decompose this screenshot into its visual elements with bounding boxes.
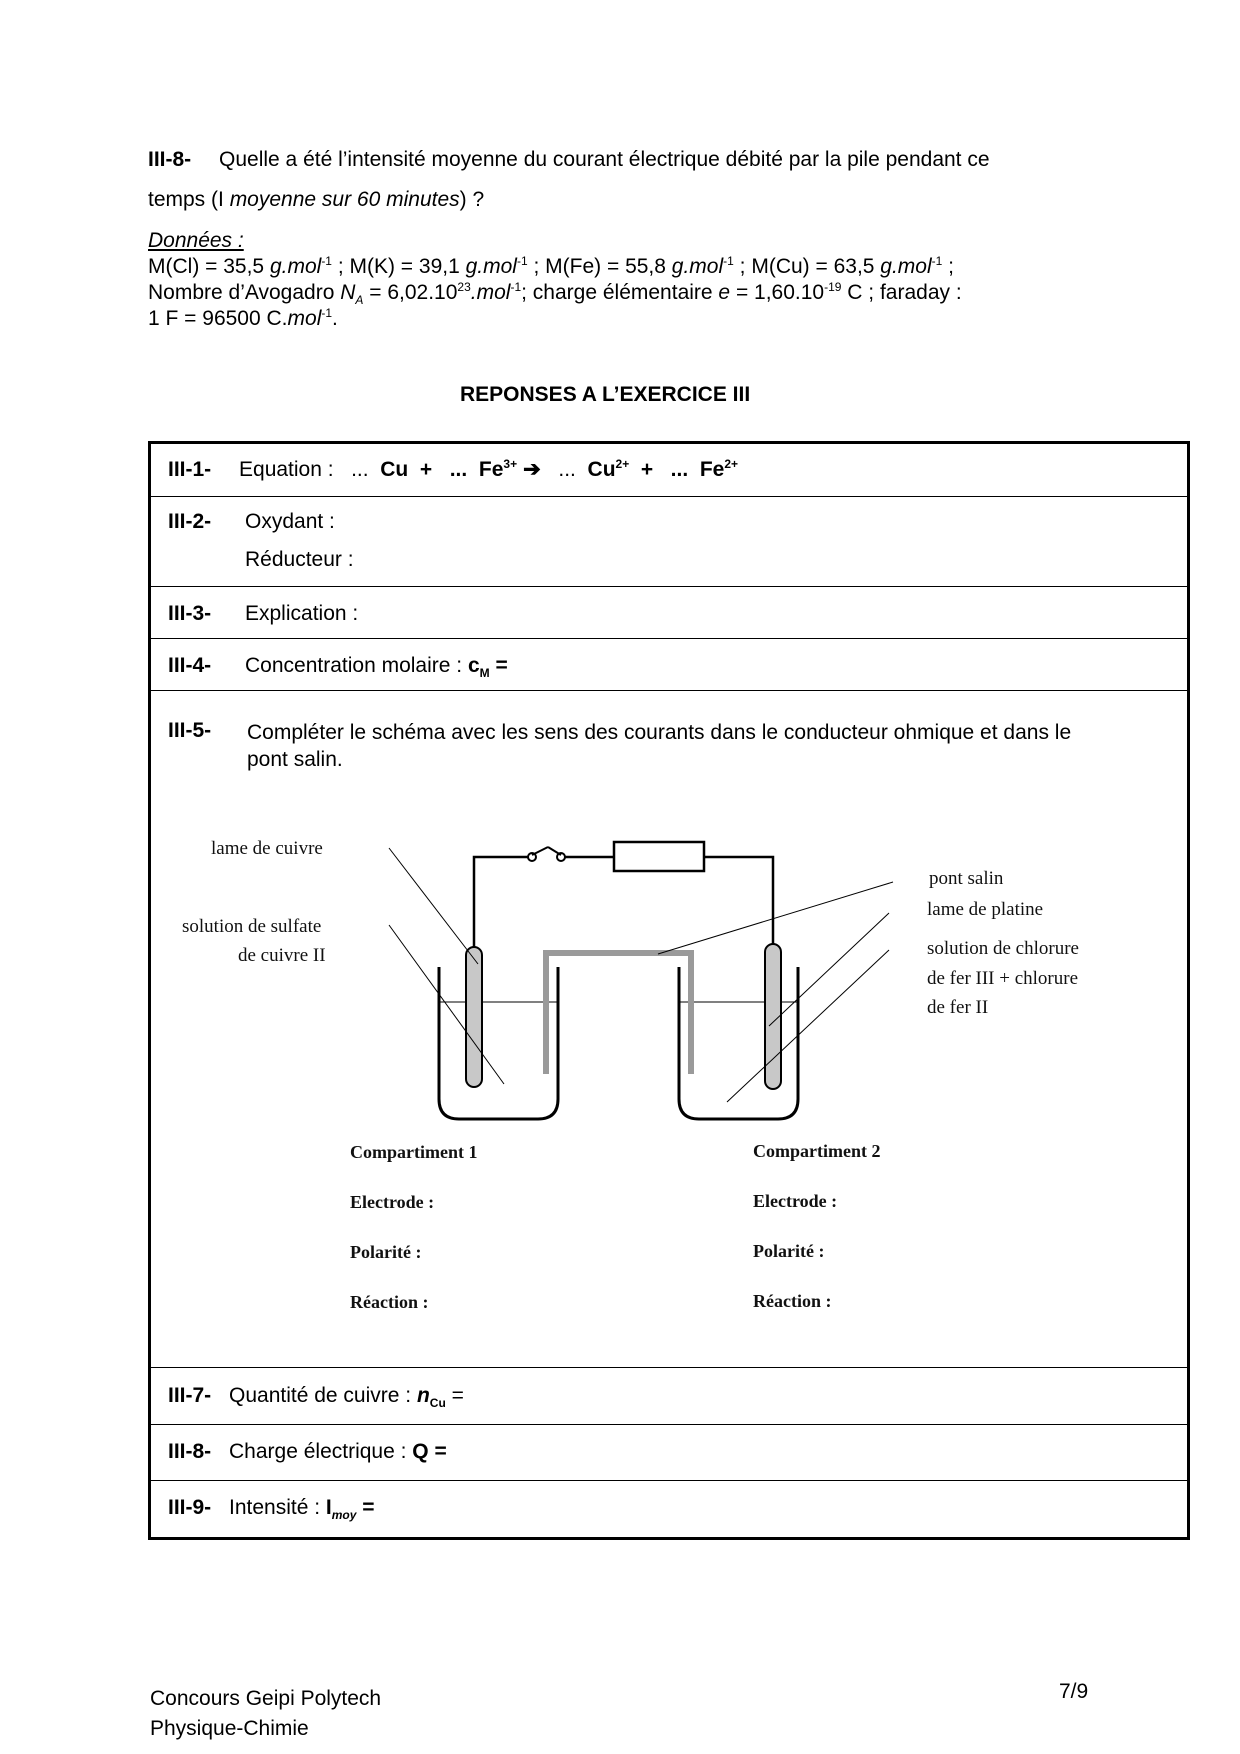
compartiment-1-electrode[interactable]: Electrode : <box>350 1192 435 1212</box>
compartiment-2-electrode[interactable]: Electrode : <box>753 1191 838 1211</box>
switch-lever <box>532 847 548 855</box>
compartiment-1-polarite[interactable]: Polarité : <box>350 1242 422 1262</box>
label-chlorure-1: solution de chlorure <box>927 938 1079 959</box>
question-line1: Quelle a été l’intensité moyenne du courant électrique débité par la pile pendant ce <box>219 148 990 171</box>
label-chlorure-2: de fer III + chlorure <box>927 968 1079 989</box>
question-8 <box>148 148 990 172</box>
label-lame-cuivre: lame de cuivre <box>211 838 323 859</box>
switch-lever <box>548 847 561 855</box>
question-number: III-8- <box>148 148 192 171</box>
page-number: 7/9 <box>1059 1680 1089 1703</box>
footer-contest: Concours Geipi Polytech <box>150 1687 382 1710</box>
label-chlorure-3: de fer II <box>927 997 989 1018</box>
footer-left <box>150 1684 381 1744</box>
answer-row-7[interactable]: III-7- Quantité de cuivre : $n_{Cu}$ = <box>168 1384 464 1411</box>
answer-row-4-label: III-4- <box>168 654 212 677</box>
compartiment-1-reaction[interactable]: Réaction : <box>350 1292 429 1312</box>
pointer-sulfate <box>389 925 504 1084</box>
compartiment-2-reaction[interactable]: Réaction : <box>753 1291 832 1311</box>
explication-field[interactable]: Explication : <box>245 602 359 625</box>
electrochemical-cell-diagram <box>151 444 1187 1537</box>
answer-row-8[interactable]: III-8- Charge électrique : Q = <box>168 1440 447 1463</box>
donnees-line2: Nombre d’Avogadro $N_A = 6,02.10^{23}.mol^{-1}$; charge élémentaire $e = 1,60.10^{-19}$ C ; faraday : <box>148 280 962 308</box>
answer-row-3-label: III-3- <box>168 602 212 625</box>
reaction-arrow-icon: ➔ <box>523 458 541 481</box>
label-lame-platine: lame de platine <box>927 899 1044 920</box>
label-sulfate-2: de cuivre II <box>238 945 326 966</box>
pointer-lame-platine <box>769 913 889 1026</box>
answer-row-9[interactable]: III-9- Intensité : $I_{moy}$ = <box>168 1496 375 1523</box>
label-pont-salin: pont salin <box>929 868 1004 889</box>
compartiment-2-title: Compartiment 2 <box>753 1141 881 1161</box>
oxydant-field[interactable]: Oxydant : <box>245 510 335 533</box>
pointer-pont-salin <box>658 882 893 954</box>
pointer-chlorure <box>727 950 889 1102</box>
donnees-line1: M(Cl) = 35,5 g.mol$^{-1}$ ; M(K) = 39,1 g.mol$^{-1}$ ; M(Fe) = 55,8 g.mol$^{-1}$ ; M(Cu) = 63,5 g.mol$^{-1}$ ; <box>148 254 954 278</box>
copper-electrode <box>466 947 482 1087</box>
wire-left <box>474 857 528 952</box>
donnees-title: Données : <box>148 229 244 252</box>
answer-row-2-label: III-2- <box>168 510 212 533</box>
answer-row-5-label: III-5- <box>168 719 212 742</box>
answer-row-1: III-1- Equation : ... Cu + ... $Fe^{3+}$ ➔ ... $Cu^{2+}$ + ... $Fe^{2+}$ <box>168 457 739 481</box>
salt-bridge <box>546 953 691 1074</box>
resistor <box>614 842 704 871</box>
beaker-1 <box>439 967 558 1119</box>
question-line2: temps (I moyenne sur 60 minutes) ? <box>148 188 485 211</box>
donnees-line3: 1 F = 96500 C.mol$^{-1}$. <box>148 306 338 330</box>
section-title: REPONSES A L’EXERCICE III <box>460 383 751 406</box>
concentration-field[interactable]: Concentration molaire : $c_M$ = <box>245 654 508 681</box>
donnees-block <box>148 228 962 332</box>
pointer-lame-cuivre <box>389 848 478 964</box>
answer-table <box>148 441 1190 1540</box>
wire-right <box>704 857 773 949</box>
compartiment-1-title: Compartiment 1 <box>350 1142 478 1162</box>
footer-subject: Physique-Chimie <box>150 1717 309 1740</box>
reducteur-field[interactable]: Réducteur : <box>245 548 354 571</box>
schema-instruction: Compléter le schéma avec les sens des courants dans le conducteur ohmique et dans le pont salin. <box>247 721 1072 771</box>
label-sulfate-1: solution de sulfate <box>182 916 322 937</box>
compartiment-2-polarite[interactable]: Polarité : <box>753 1241 825 1261</box>
